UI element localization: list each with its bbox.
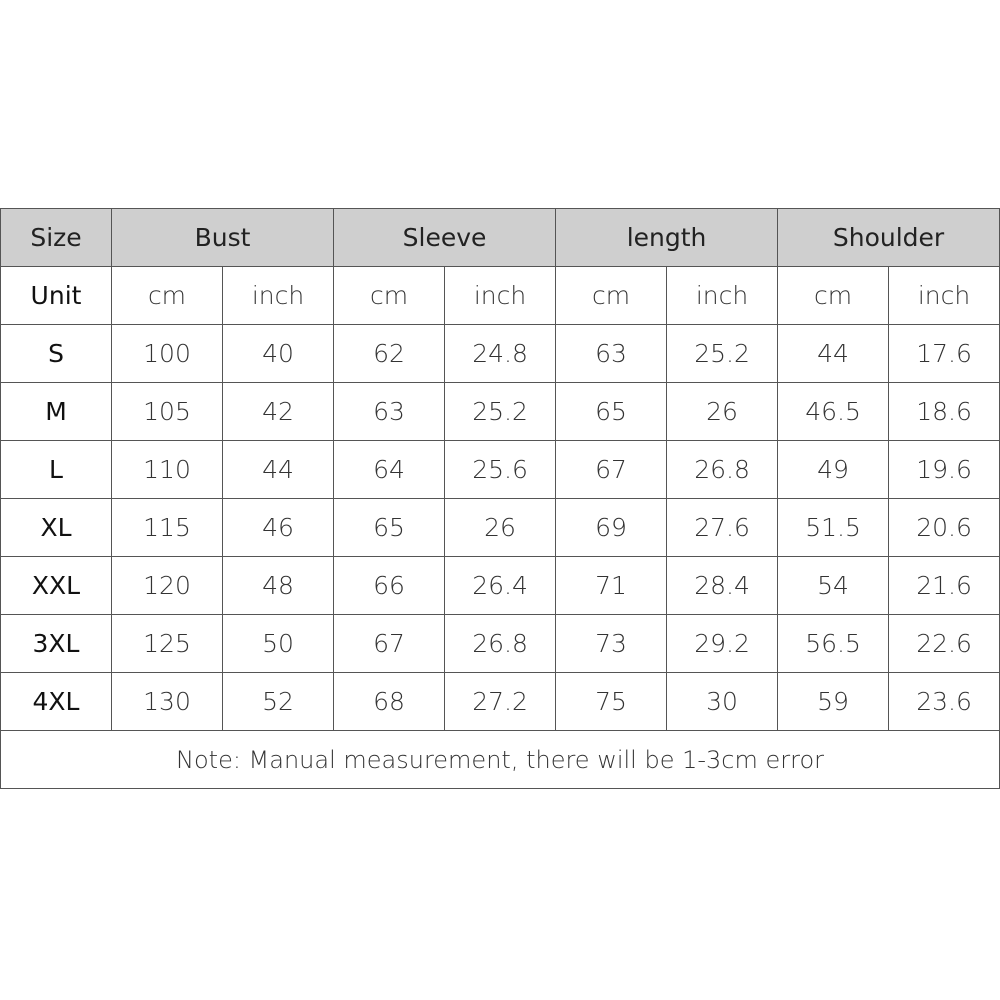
value-cell: 100	[112, 325, 223, 383]
unit-cell: inch	[889, 267, 1000, 325]
value-cell: 69	[556, 499, 667, 557]
value-cell: 22.6	[889, 615, 1000, 673]
value-cell: 115	[112, 499, 223, 557]
value-cell: 75	[556, 673, 667, 731]
value-cell: 65	[556, 383, 667, 441]
size-cell: 3XL	[1, 615, 112, 673]
size-cell: L	[1, 441, 112, 499]
value-cell: 24.8	[445, 325, 556, 383]
value-cell: 20.6	[889, 499, 1000, 557]
value-cell: 73	[556, 615, 667, 673]
unit-cell: cm	[334, 267, 445, 325]
value-cell: 110	[112, 441, 223, 499]
value-cell: 105	[112, 383, 223, 441]
value-cell: 65	[334, 499, 445, 557]
value-cell: 23.6	[889, 673, 1000, 731]
value-cell: 28.4	[667, 557, 778, 615]
table-row	[1, 557, 1000, 615]
value-cell: 44	[223, 441, 334, 499]
note-row	[1, 731, 1000, 789]
header-row	[1, 209, 1000, 267]
value-cell: 18.6	[889, 383, 1000, 441]
unit-cell: cm	[112, 267, 223, 325]
value-cell: 56.5	[778, 615, 889, 673]
data-rows	[1, 325, 1000, 731]
value-cell: 26	[445, 499, 556, 557]
unit-cell: cm	[778, 267, 889, 325]
value-cell: 63	[556, 325, 667, 383]
header-bust: Bust	[112, 209, 334, 267]
value-cell: 46	[223, 499, 334, 557]
table-row	[1, 499, 1000, 557]
value-cell: 30	[667, 673, 778, 731]
size-cell: S	[1, 325, 112, 383]
unit-cell: inch	[667, 267, 778, 325]
value-cell: 40	[223, 325, 334, 383]
unit-cell: inch	[223, 267, 334, 325]
value-cell: 59	[778, 673, 889, 731]
unit-label: Unit	[1, 267, 112, 325]
value-cell: 120	[112, 557, 223, 615]
header-sleeve: Sleeve	[334, 209, 556, 267]
unit-cell: inch	[445, 267, 556, 325]
value-cell: 26.8	[445, 615, 556, 673]
value-cell: 42	[223, 383, 334, 441]
value-cell: 66	[334, 557, 445, 615]
value-cell: 26.8	[667, 441, 778, 499]
size-cell: XXL	[1, 557, 112, 615]
unit-cell: cm	[556, 267, 667, 325]
value-cell: 25.6	[445, 441, 556, 499]
value-cell: 25.2	[445, 383, 556, 441]
value-cell: 50	[223, 615, 334, 673]
table-row	[1, 673, 1000, 731]
value-cell: 67	[556, 441, 667, 499]
value-cell: 27.2	[445, 673, 556, 731]
value-cell: 25.2	[667, 325, 778, 383]
value-cell: 21.6	[889, 557, 1000, 615]
table-row	[1, 615, 1000, 673]
size-cell: XL	[1, 499, 112, 557]
note-text: Note: Manual measurement, there will be 1-3cm error	[1, 731, 1000, 789]
value-cell: 125	[112, 615, 223, 673]
value-cell: 52	[223, 673, 334, 731]
value-cell: 64	[334, 441, 445, 499]
value-cell: 44	[778, 325, 889, 383]
value-cell: 46.5	[778, 383, 889, 441]
value-cell: 54	[778, 557, 889, 615]
table-row	[1, 383, 1000, 441]
unit-row	[1, 267, 1000, 325]
value-cell: 26.4	[445, 557, 556, 615]
value-cell: 51.5	[778, 499, 889, 557]
value-cell: 48	[223, 557, 334, 615]
value-cell: 67	[334, 615, 445, 673]
value-cell: 63	[334, 383, 445, 441]
table-row	[1, 325, 1000, 383]
header-shoulder: Shoulder	[778, 209, 1000, 267]
size-cell: 4XL	[1, 673, 112, 731]
value-cell: 68	[334, 673, 445, 731]
header-length: length	[556, 209, 778, 267]
table-row	[1, 441, 1000, 499]
value-cell: 19.6	[889, 441, 1000, 499]
value-cell: 27.6	[667, 499, 778, 557]
value-cell: 29.2	[667, 615, 778, 673]
value-cell: 71	[556, 557, 667, 615]
value-cell: 49	[778, 441, 889, 499]
value-cell: 62	[334, 325, 445, 383]
value-cell: 26	[667, 383, 778, 441]
size-chart-table	[0, 208, 1000, 789]
size-cell: M	[1, 383, 112, 441]
header-size: Size	[1, 209, 112, 267]
value-cell: 17.6	[889, 325, 1000, 383]
value-cell: 130	[112, 673, 223, 731]
